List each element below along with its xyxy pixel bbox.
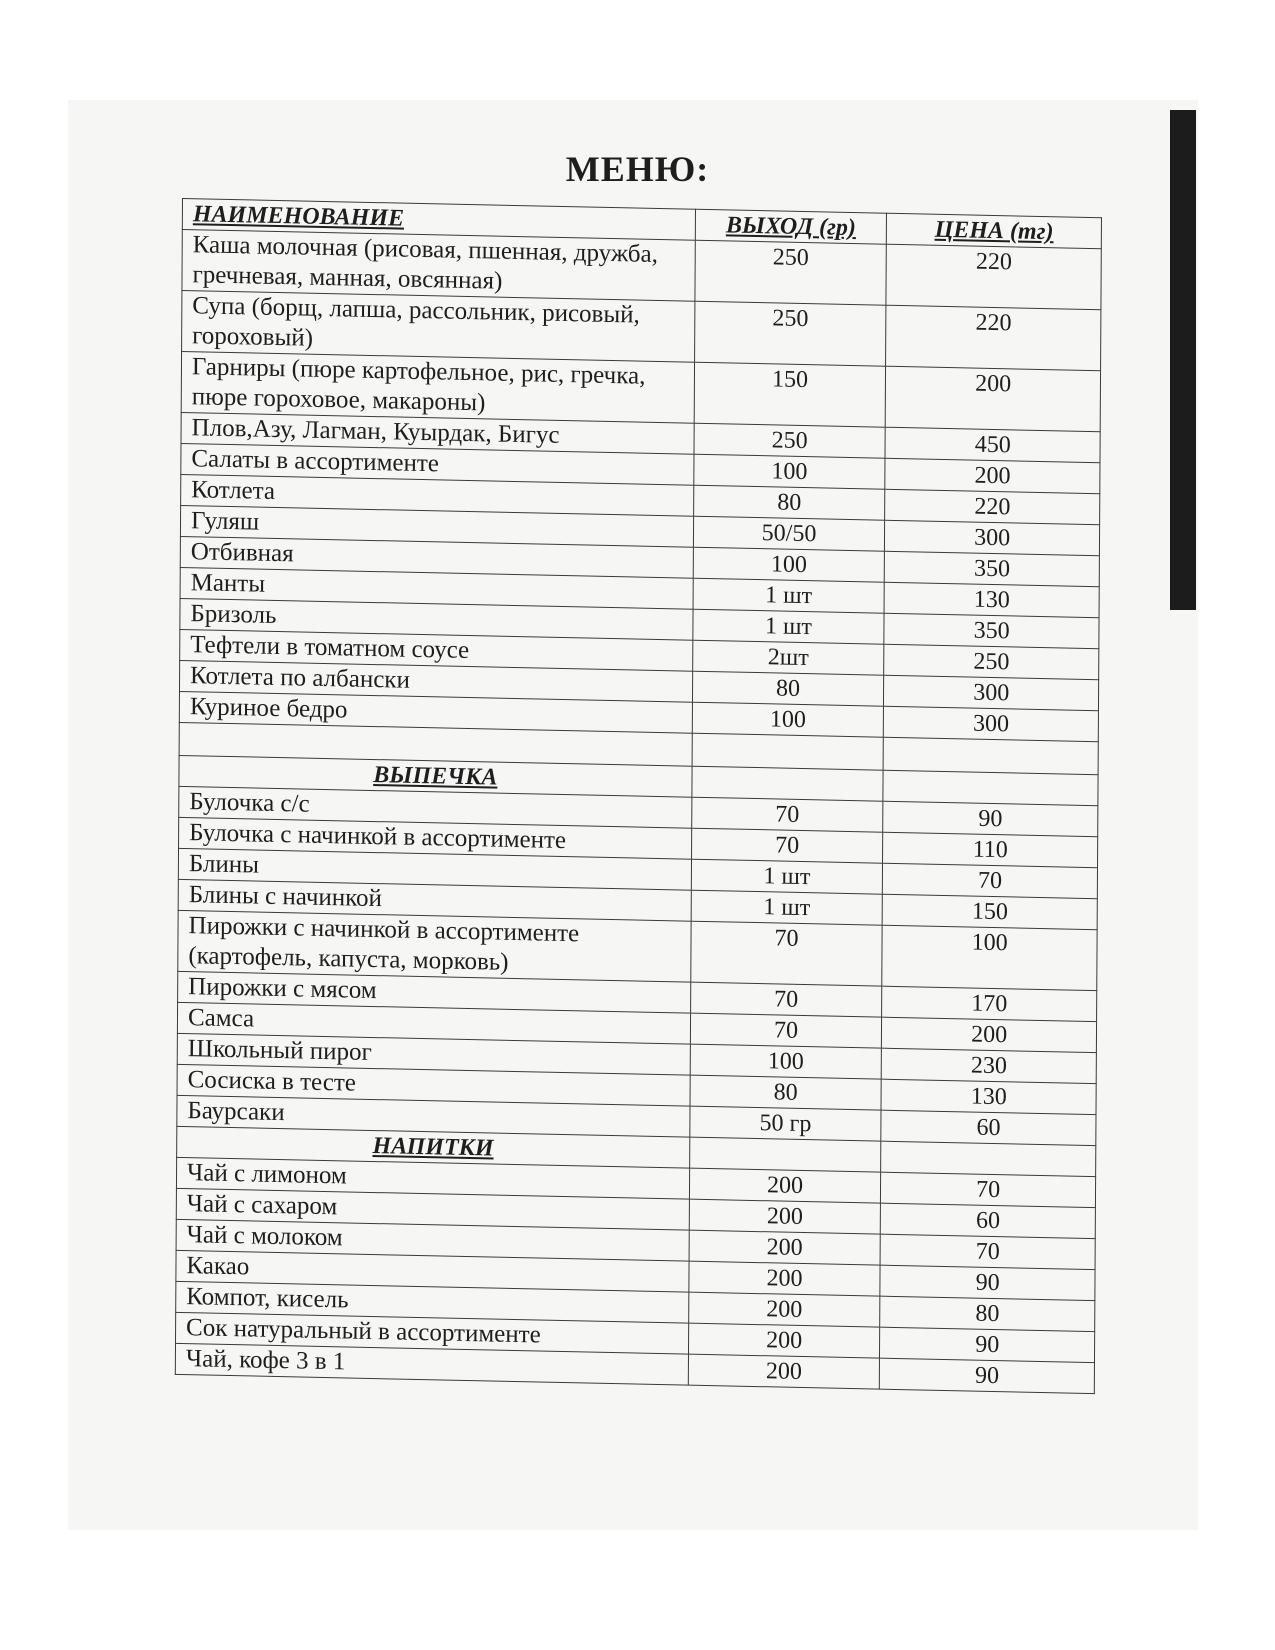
item-name: Булочка с/с xyxy=(179,786,692,828)
item-price: 70 xyxy=(880,1234,1095,1269)
menu-table xyxy=(175,198,1102,1394)
item-output: 70 xyxy=(691,797,883,832)
section-title-bakery: ВЫПЕЧКА xyxy=(373,762,498,791)
item-name: Куриное бедро xyxy=(179,691,692,733)
item-name: Каша молочная (рисовая, пшенная, дружба, гречневая, манная, овсянная) xyxy=(182,230,695,302)
item-output: 1 шт xyxy=(691,890,883,925)
column-header-name: НАИМЕНОВАНИЕ xyxy=(182,199,695,241)
item-name: Пирожки с начинкой в ассортименте (картофель, капуста, морковь) xyxy=(178,910,691,982)
item-name: Чай с лимоном xyxy=(176,1157,689,1199)
item-output: 70 xyxy=(690,982,882,1017)
item-name: Бризоль xyxy=(180,598,693,640)
item-name: Сок натуральный в ассортименте xyxy=(176,1312,689,1354)
item-name: Котлета xyxy=(181,474,694,516)
item-name: Булочка с начинкой в ассортименте xyxy=(179,817,692,859)
item-name: Школьный пирог xyxy=(177,1033,690,1075)
item-name: Салаты в ассортименте xyxy=(181,443,694,485)
item-price: 110 xyxy=(883,832,1098,867)
item-output: 250 xyxy=(694,423,886,458)
column-header-price: ЦЕНА (тг) xyxy=(887,213,1102,248)
item-output: 1 шт xyxy=(691,859,883,894)
item-output: 70 xyxy=(690,1013,882,1048)
item-output: 70 xyxy=(691,828,883,863)
item-output: 50 гр xyxy=(690,1106,882,1141)
item-name: Котлета по албански xyxy=(179,660,692,702)
item-name: Чай, кофе 3 в 1 xyxy=(175,1343,688,1385)
item-name: Блины с начинкой xyxy=(178,879,691,921)
bakery-items xyxy=(177,786,1098,1145)
item-output: 200 xyxy=(689,1261,881,1296)
item-output: 80 xyxy=(690,1075,882,1110)
item-name: Чай с сахаром xyxy=(176,1188,689,1230)
page-title: МЕНЮ: xyxy=(565,149,710,189)
item-price: 300 xyxy=(884,706,1099,741)
item-price: 70 xyxy=(883,863,1098,898)
main-items xyxy=(179,230,1101,742)
item-output: 200 xyxy=(689,1168,881,1203)
item-price: 200 xyxy=(882,1017,1097,1052)
item-price: 130 xyxy=(884,582,1099,617)
item-name: Супа (борщ, лапша, рассольник, рисовый, гороховый) xyxy=(182,291,695,363)
item-price: 230 xyxy=(882,1048,1097,1083)
item-price: 60 xyxy=(881,1110,1096,1145)
item-name: Отбивная xyxy=(180,536,693,578)
item-output: 200 xyxy=(689,1230,881,1265)
item-price: 150 xyxy=(882,894,1097,929)
item-price: 70 xyxy=(881,1172,1096,1207)
item-output: 1 шт xyxy=(693,609,885,644)
item-price: 60 xyxy=(881,1203,1096,1238)
item-name: Блины xyxy=(178,848,691,890)
item-price: 90 xyxy=(883,801,1098,836)
item-name: Сосиска в тесте xyxy=(177,1064,690,1106)
item-output: 70 xyxy=(690,921,882,986)
item-price: 350 xyxy=(885,551,1100,586)
column-header-output: ВЫХОД (гр) xyxy=(695,209,887,244)
item-price: 170 xyxy=(882,986,1097,1021)
item-output: 150 xyxy=(694,362,886,427)
item-output: 80 xyxy=(692,671,884,706)
item-output: 80 xyxy=(693,485,885,520)
item-price: 220 xyxy=(886,305,1101,370)
item-price: 220 xyxy=(885,489,1100,524)
drinks-items xyxy=(175,1157,1095,1393)
item-price: 80 xyxy=(880,1296,1095,1331)
item-price: 100 xyxy=(882,925,1097,990)
item-price: 90 xyxy=(880,1265,1095,1300)
item-output: 200 xyxy=(688,1354,880,1389)
item-price: 250 xyxy=(884,644,1099,679)
item-output: 200 xyxy=(688,1323,880,1358)
item-output: 50/50 xyxy=(693,516,885,551)
item-price: 90 xyxy=(880,1358,1095,1393)
item-price: 130 xyxy=(881,1079,1096,1114)
item-price: 220 xyxy=(886,244,1101,309)
item-price: 300 xyxy=(885,520,1100,555)
item-price: 300 xyxy=(884,675,1099,710)
item-price: 200 xyxy=(886,366,1101,431)
item-output: 100 xyxy=(692,702,884,737)
item-output: 1 шт xyxy=(693,578,885,613)
item-price: 350 xyxy=(884,613,1099,648)
item-output: 100 xyxy=(693,547,885,582)
item-name: Чай с молоком xyxy=(176,1219,689,1261)
item-name: Гуляш xyxy=(180,505,693,547)
item-name: Компот, кисель xyxy=(176,1281,689,1323)
item-output: 100 xyxy=(690,1044,882,1079)
item-name: Манты xyxy=(180,567,693,609)
item-price: 450 xyxy=(885,427,1100,462)
item-output: 250 xyxy=(694,301,886,366)
item-name: Самса xyxy=(177,1002,690,1044)
item-price: 200 xyxy=(885,458,1100,493)
item-output: 200 xyxy=(688,1292,880,1327)
item-output: 250 xyxy=(695,240,887,305)
item-output: 100 xyxy=(694,454,886,489)
section-title-drinks: НАПИТКИ xyxy=(372,1133,494,1162)
item-output: 2шт xyxy=(692,640,884,675)
item-name: Тефтели в томатном соусе xyxy=(180,629,693,671)
item-name: Плов,Азу, Лагман, Куырдак, Бигус xyxy=(181,412,694,454)
item-name: Гарниры (пюре картофельное, рис, гречка, пюре гороховое, макароны) xyxy=(181,351,694,423)
item-name: Пирожки с мясом xyxy=(178,971,691,1013)
item-price: 90 xyxy=(880,1327,1095,1362)
item-output: 200 xyxy=(689,1199,881,1234)
item-name: Баурсаки xyxy=(177,1095,690,1137)
item-name: Какао xyxy=(176,1250,689,1292)
